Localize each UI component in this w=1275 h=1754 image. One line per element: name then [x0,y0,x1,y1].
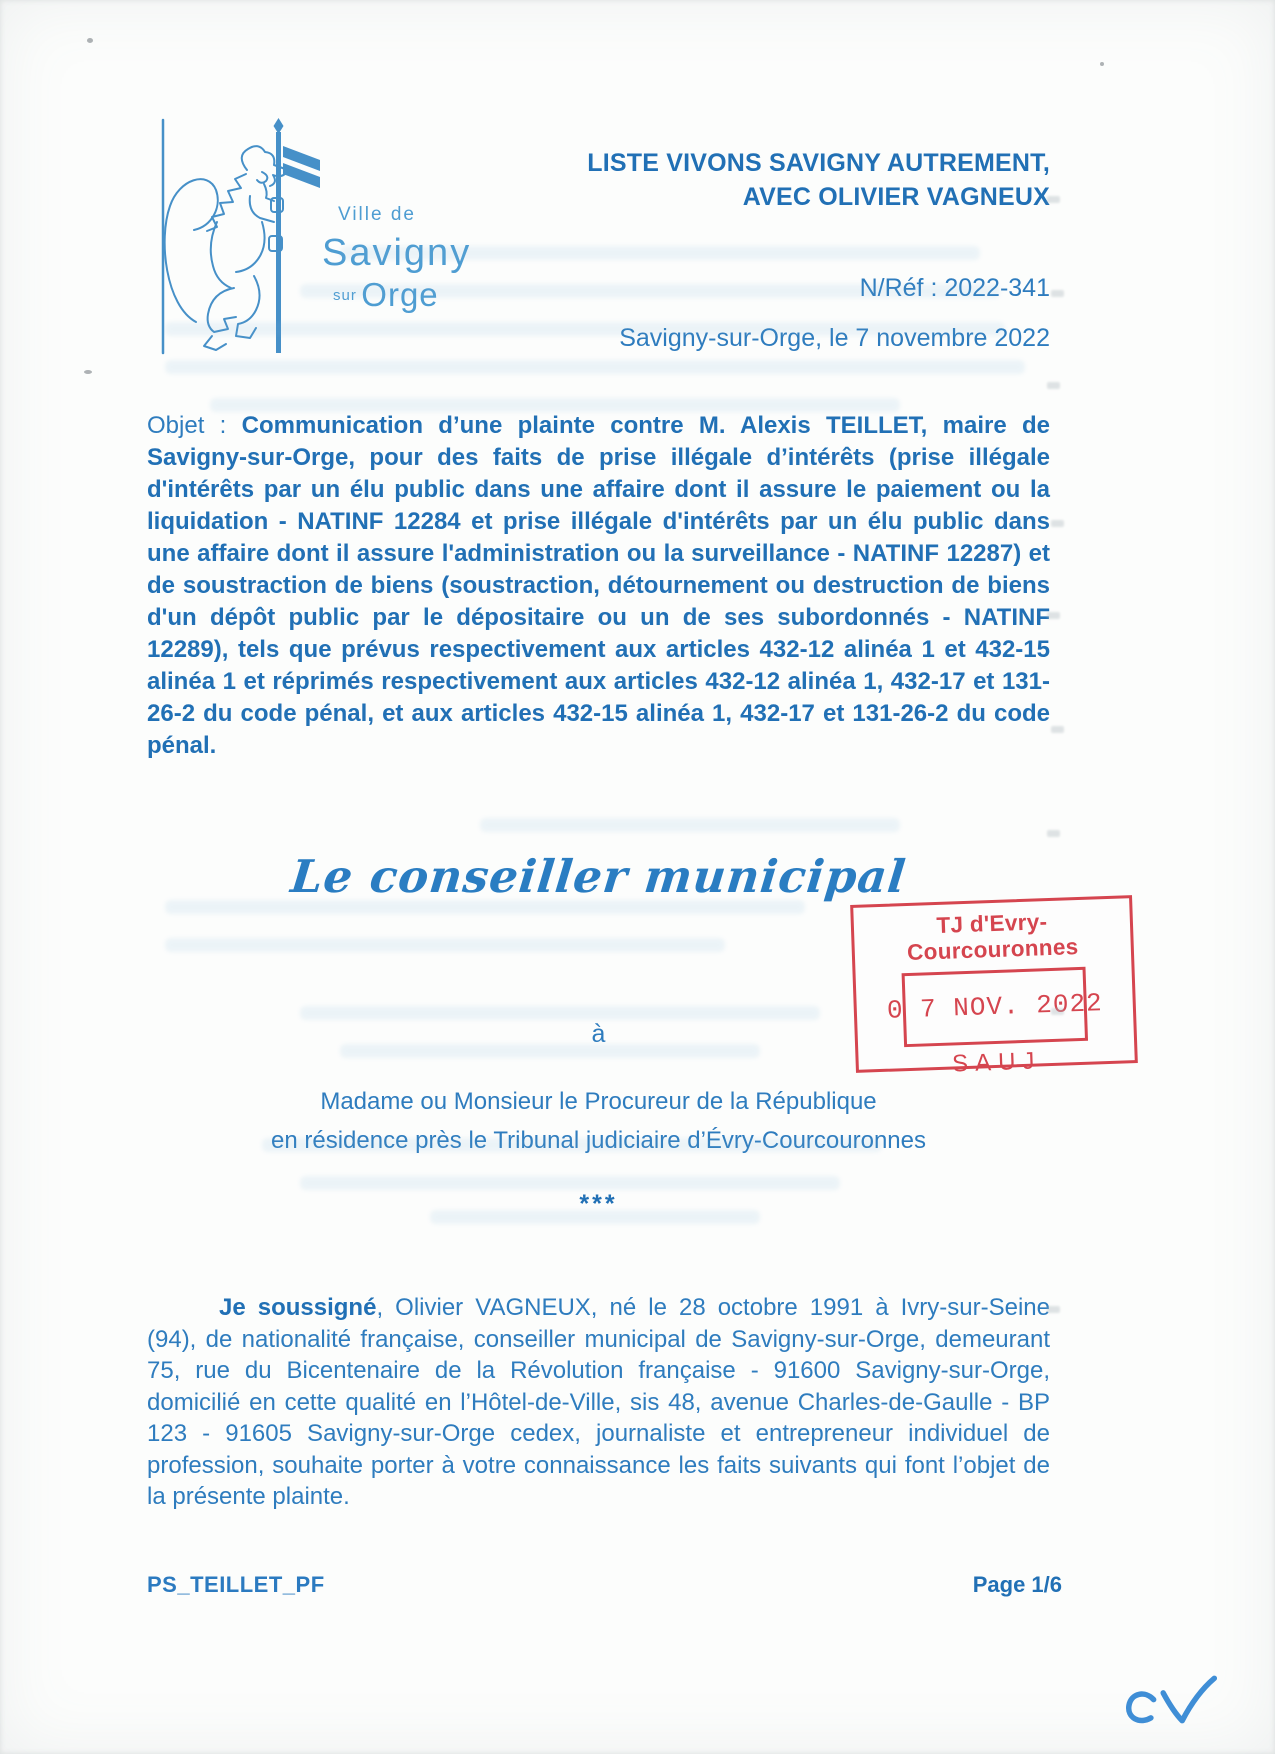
logo-orge: Orge [361,276,439,313]
salutation-to: à [591,1020,606,1048]
section-separator: *** [579,1190,618,1218]
subject-paragraph [147,410,1050,762]
place-and-date: Savigny-sur-Orge, le 7 novembre 2022 [619,324,1050,352]
scan-edge-mark [1051,726,1064,733]
bleedthrough-artifact [300,1006,820,1020]
bleedthrough-artifact [300,1176,840,1190]
party-header [587,146,1050,214]
subject-label: Objet : [147,412,227,439]
scan-speck [1100,62,1104,66]
city-logo [150,110,472,355]
addressee-line2: en résidence près le Tribunal judiciaire d’Évry-Courcouronnes [271,1127,926,1154]
scan-speck [84,370,92,374]
addressee-block [147,1082,1050,1160]
scan-edge-mark [1051,520,1064,527]
sender-title-script: Le conseiller municipal [288,850,909,903]
scan-edge-mark [1047,382,1060,389]
stamp-office: SAUJ [951,1047,1042,1078]
logo-city-name: Savigny [322,232,472,274]
scan-speck [87,38,93,43]
stamp-court-name: TJ d'Evry-Courcouronnes [906,909,1079,966]
body-text: , Olivier VAGNEUX, né le 28 octobre 1991 à Ivry-sur-Seine (94), de nationalité française, conseiller municipal de Savigny-sur-Orge, demeurant 75, rue du Bicentenaire de la Révolution française - 91600 Savigny-sur-Orge, domicilié en cette qualité en l’Hôtel-de-Ville, sis 48, avenue Charles-de-Gaulle - BP 123 - 91605 Savigny-sur-Orge cedex, journaliste et entrepreneur individuel de profession, souhaite porter à votre connaissance les faits suivants qui font l’objet de la présente plainte. [147,1294,1051,1510]
handwritten-initials-icon [1120,1672,1234,1736]
lion-emblem-icon [150,110,330,355]
body-lead: Je soussigné [219,1294,377,1321]
stamp-date: 0 7 NOV. 2022 [886,988,1104,1026]
logo-city-suffix [333,278,471,311]
logo-text [322,205,471,311]
bleedthrough-artifact [165,938,725,952]
footer-document-reference: PS_TEILLET_PF [147,1572,325,1597]
logo-sur: sur [333,287,357,304]
subject-text: Communication d’une plainte contre M. Alexis TEILLET, maire de Savigny-sur-Orge, pour des faits de prise illégale d’intérêts (prise illégale d'intérêts par un élu public dans une affaire dont il assure le paiement ou la liquidation - NATINF 12284 et prise illégale d'intérêts par un élu public dans une affaire dont il assure l'administration ou la surveillance - NATINF 12287) et de soustraction de biens (soustraction, détournement ou destruction de biens d'un dépôt public par le dépositaire ou un de ses subordonnés - NATINF 12289), tels que prévus respectivement aux articles 432-12 alinéa 1 et 432-15 alinéa 1 et réprimés respectivement aux articles 432-12 alinéa 1, 432-17 et 131-26-2 du code pénal, et aux articles 432-15 alinéa 1, 432-17 et 131-26-2 du code pénal. [147,412,1050,759]
scan-edge-mark [1047,830,1060,837]
footer-page-number: Page 1/6 [972,1572,1062,1597]
scan-edge-mark [1051,290,1064,297]
addressee-line1: Madame ou Monsieur le Procureur de la République [320,1088,877,1115]
party-header-line2: AVEC OLIVIER VAGNEUX [742,183,1050,211]
bleedthrough-artifact [165,360,1025,374]
party-header-line1: LISTE VIVONS SAVIGNY AUTREMENT, [587,149,1050,177]
body-paragraph [147,1292,1050,1513]
bleedthrough-artifact [480,818,900,832]
reference-number: N/Réf : 2022-341 [859,274,1050,302]
logo-city-prefix: Ville de [338,204,416,225]
